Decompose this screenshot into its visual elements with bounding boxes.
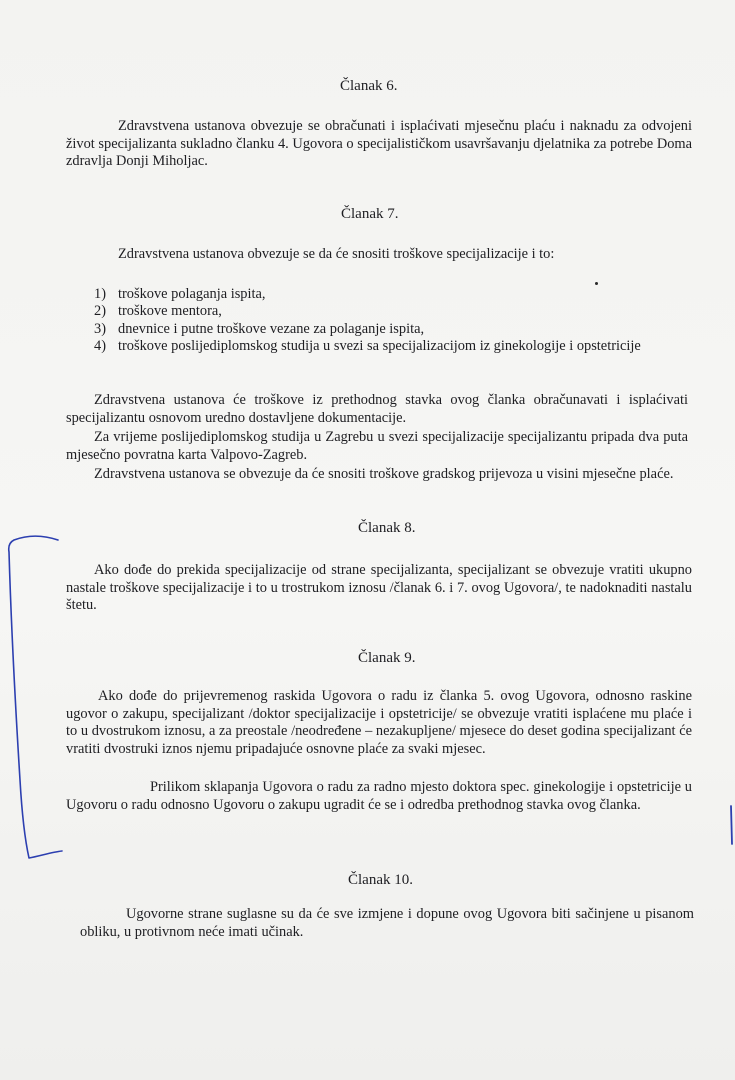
article-10-paragraph-1: Ugovorne strane suglasne su da će sve izmjene i dopune ovog Ugovora biti sačinjene u pisanom obliku, u protivnom neće imati učinak. [80,906,694,940]
list-item [94,321,690,338]
article-9-heading: Članak 9. [358,650,416,666]
article-8-paragraph-1: Ako dođe do prekida specijalizacije od strane specijalizanta, specijalizant se obvezuje vratiti ukupno nastale troškove specijalizacije i to u trostrukom iznosu /članak 6. i 7. ovog Ugovora/, te nadoknaditi nastalu štetu. [66,562,692,613]
list-item [94,286,690,303]
article-7-paragraph-2: Za vrijeme poslijediplomskog studija u Zagrebu u svezi specijalizacije specijalizantu pripada dva puta mjesečno povratna karta Valpovo-Zagreb. [66,429,688,463]
list-item-number: 1) [94,286,106,302]
article-6-paragraph-1: Zdravstvena ustanova obvezuje se obračunati i isplaćivati mjesečnu plaću i naknadu za odvojeni život specijalizanta sukladno članku 4. Ugovora o specijalističkom usavršavanju djelatnika za potrebe Doma zdravlja Donji Miholjac. [66,118,692,169]
list-item-number: 4) [94,337,106,354]
article-6-heading: Članak 6. [340,78,398,94]
right-margin-tick [731,806,732,844]
left-margin-bracket [9,536,62,858]
list-item-number: 3) [94,320,106,337]
article-7-cost-list [94,286,690,355]
list-item-text: troškove poslijediplomskog studija u svezi sa specijalizacijom iz ginekologije i opstetricije [118,337,641,354]
list-item-text: dnevnice i putne troškove vezane za polaganje ispita, [118,320,425,337]
article-7-heading: Članak 7. [341,206,399,222]
article-9-paragraph-2: Prilikom sklapanja Ugovora o radu za radno mjesto doktora spec. ginekologije i opstetricije u Ugovoru o radu odnosno Ugovoru o zakupu ugradit će se i odredba prethodnog stavka ovog članka. [66,779,692,813]
stray-dot [595,282,598,285]
list-item-number: 2) [94,303,106,320]
list-item-text: troškove polaganja ispita, [118,286,266,302]
article-7-paragraph-1: Zdravstvena ustanova će troškove iz prethodnog stavka ovog članka obračunavati i isplaćivati specijalizantu osnovom uredno dostavljene dokumentacije. [66,392,688,426]
article-7-intro: Zdravstvena ustanova obvezuje se da će snositi troškove specijalizacije i to: [118,246,555,262]
list-item [94,338,690,355]
article-9-paragraph-1: Ako dođe do prijevremenog raskida Ugovora o radu iz članka 5. ovog Ugovora, odnosno raskine ugovor o zakupu, specijalizant /doktor specijalizacije i opstetricije/ se obvezuje vratiti isplaćene mu plaće i to u dvostrukom iznosu, a za preostale /neodređene – nezakupljene/ mjesece do deset godina specijalizant će vratiti dvostruki iznos njemu pripadajuće osnovne plaće za svaki mjesec. [66,688,692,757]
list-item-text: troškove mentora, [118,303,222,320]
article-7-paragraph-3: Zdravstvena ustanova se obvezuje da će snositi troškove gradskog prijevoza u visini mjesečne plaće. [94,466,674,482]
article-8-heading: Članak 8. [358,520,416,536]
list-item [94,303,690,320]
article-10-heading: Članak 10. [348,872,413,888]
